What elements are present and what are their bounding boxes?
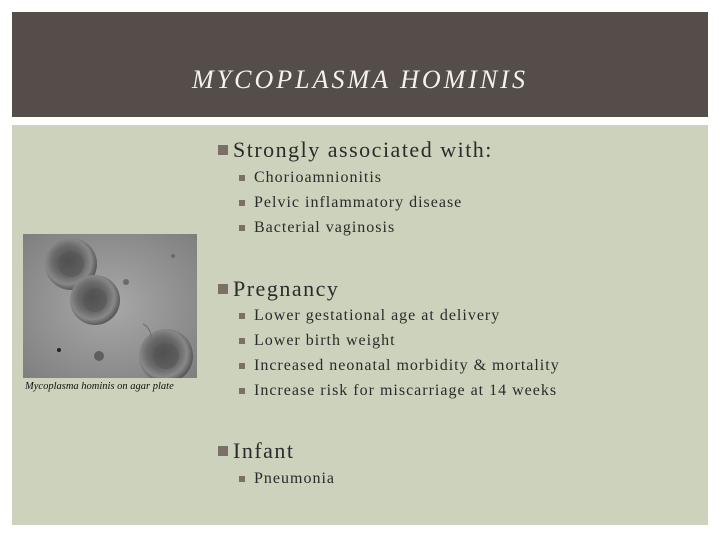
image-caption: Mycoplasma hominis on agar plate (25, 381, 174, 392)
square-bullet-icon (218, 145, 228, 155)
section-heading-associations: Strongly associated with: (218, 137, 478, 163)
list-item: Pelvic inflammatory disease (239, 194, 447, 212)
square-bullet-icon (218, 284, 228, 294)
list-item: Pneumonia (239, 470, 320, 488)
square-bullet-icon (239, 313, 245, 319)
square-bullet-icon (239, 388, 245, 394)
section-heading-pregnancy: Pregnancy (218, 276, 324, 302)
list-item: Bacterial vaginosis (239, 219, 380, 237)
title-bar (12, 12, 708, 117)
square-bullet-icon (239, 363, 245, 369)
square-bullet-icon (239, 200, 245, 206)
square-bullet-icon (239, 338, 245, 344)
square-bullet-icon (218, 446, 228, 456)
agar-plate-photo (23, 234, 197, 378)
list-item: Increased neonatal morbidity & mortality (239, 357, 545, 375)
list-item: Lower gestational age at delivery (239, 307, 485, 325)
list-item: Increase risk for miscarriage at 14 weeks (239, 382, 542, 400)
list-item: Chorioamnionitis (239, 169, 367, 187)
square-bullet-icon (239, 476, 245, 482)
slide-title: MYCOPLASMA HOMINIS (192, 65, 528, 94)
list-item: Lower birth weight (239, 332, 381, 350)
square-bullet-icon (239, 175, 245, 181)
section-heading-infant: Infant (218, 438, 280, 464)
square-bullet-icon (239, 225, 245, 231)
